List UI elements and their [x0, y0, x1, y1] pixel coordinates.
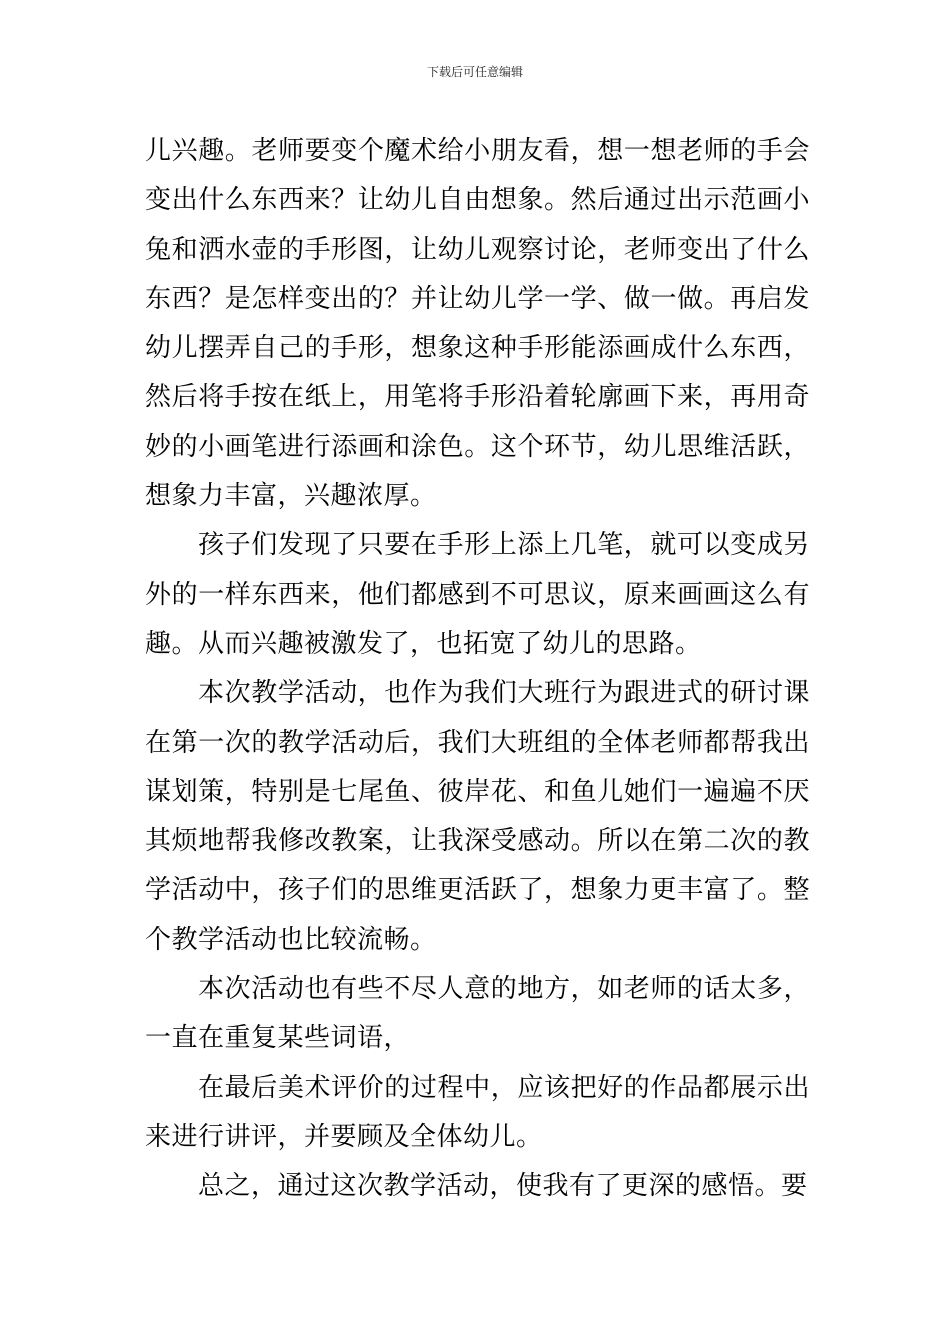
page-header: 下载后可任意编辑	[426, 65, 523, 79]
paragraph-6: 总之，通过这次教学活动，使我有了更深的感悟。要	[198, 1171, 808, 1202]
paragraph-2: 孩子们发现了只要在手形上添上几笔，就可以变成另外的一样东西来，他们都感到不可思议，原来画画这么有趣。从而兴趣被激发了，也拓宽了幼儿的思路。	[145, 530, 810, 659]
paragraph-3: 本次教学活动，也作为我们大班行为跟进式的研讨课在第一次的教学活动后，我们大班组的全体老师都帮我出谋划策，特别是七尾鱼、彼岸花、和鱼儿她们一遍遍不厌其烦地帮我修改教案，让我深受感动。所以在第二次的教学活动中，孩子们的思维更活跃了，想象力更丰富了。整个教学活动也比较流畅。	[145, 678, 810, 955]
paragraph-4: 本次活动也有些不尽人意的地方，如老师的话太多，一直在重复某些词语，	[145, 974, 810, 1054]
paragraph-1: 儿兴趣。老师要变个魔术给小朋友看，想一想老师的手会变出什么东西来？让幼儿自由想象。然后通过出示范画小兔和洒水壶的手形图，让幼儿观察讨论，老师变出了什么东西？是怎样变出的？并让幼儿学一学、做一做。再启发幼儿摆弄自己的手形，想象这种手形能添画成什么东西，然后将手按在纸上，用笔将手形沿着轮廓画下来，再用奇妙的小画笔进行添画和涂色。这个环节，幼儿思维活跃，想象力丰富，兴趣浓厚。	[145, 136, 810, 512]
paragraph-5: 在最后美术评价的过程中，应该把好的作品都展示出来进行讲评，并要顾及全体幼儿。	[145, 1072, 810, 1152]
document-body	[145, 127, 810, 1212]
